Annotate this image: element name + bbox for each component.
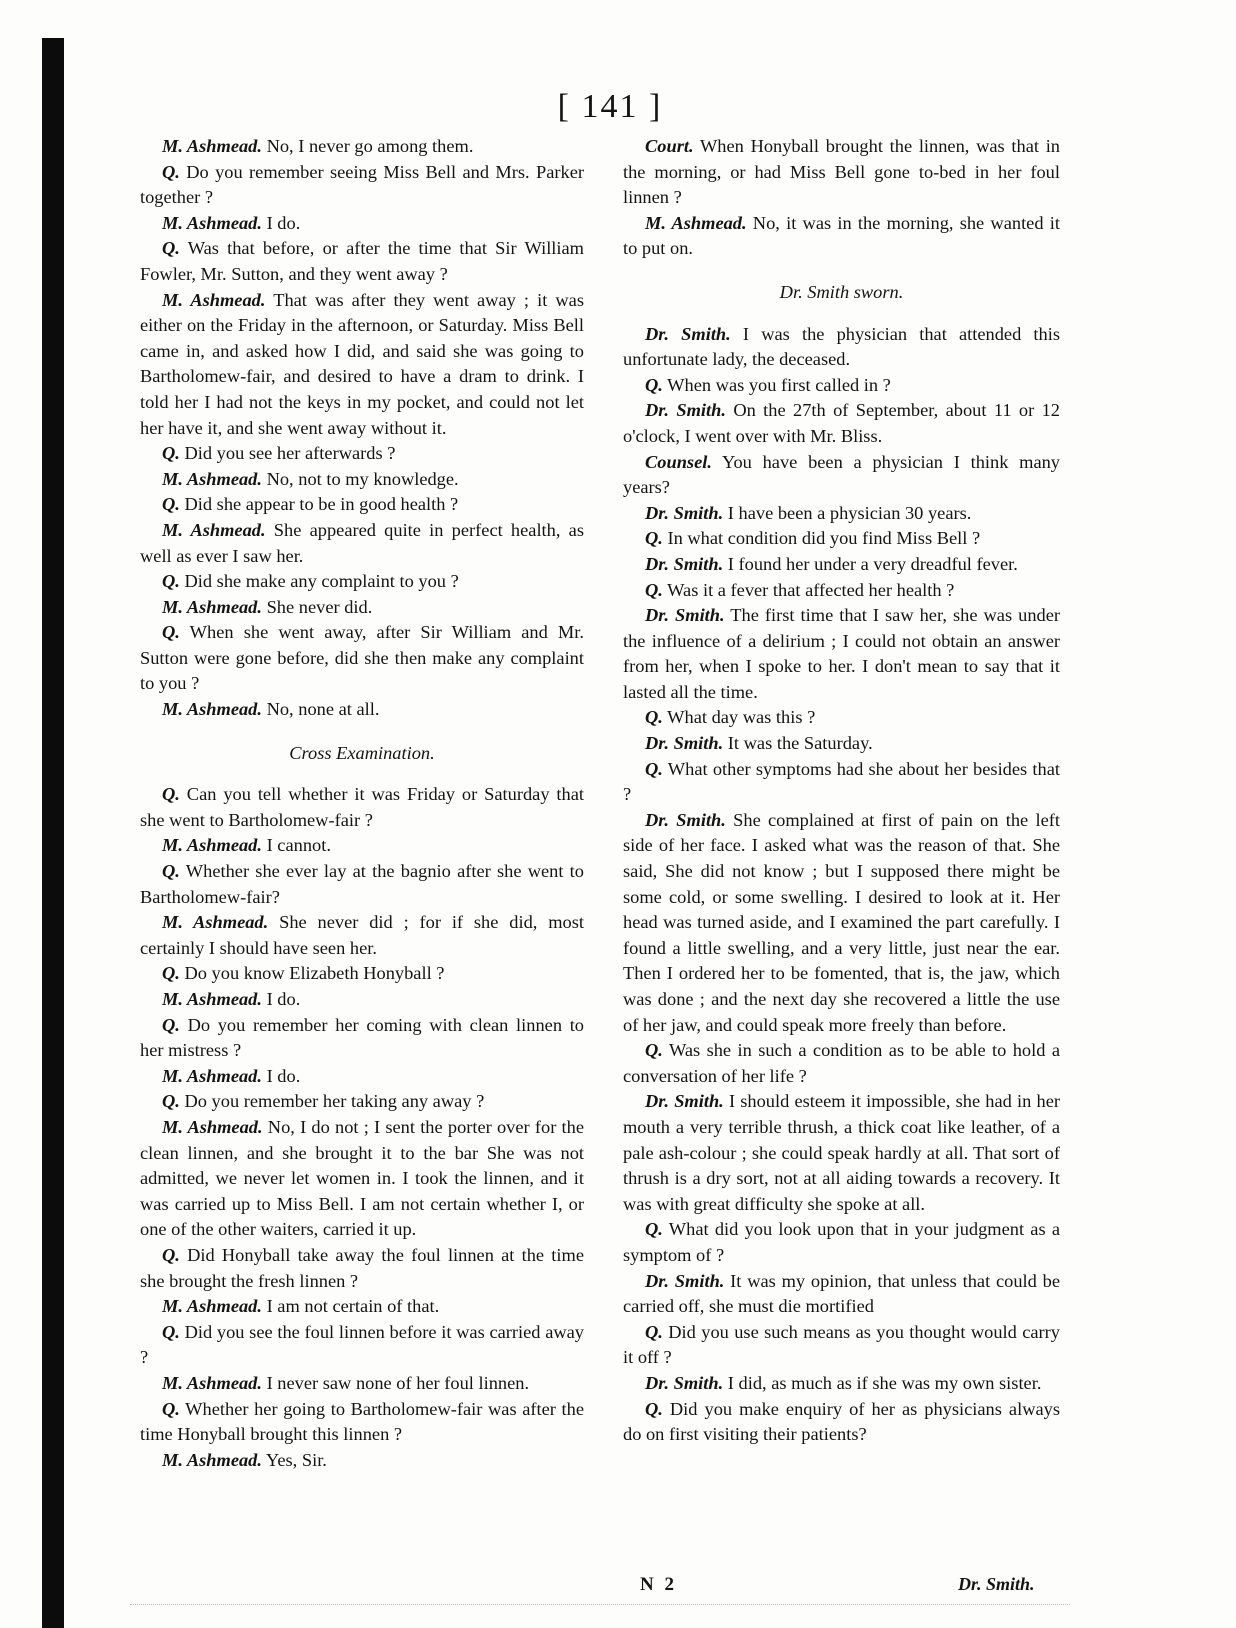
testimony-text: When she went away, after Sir William and Mr. Sutton were gone before, did she then make any complaint to you ? xyxy=(140,622,584,694)
testimony-text: I am not certain of that. xyxy=(261,1296,440,1317)
testimony-text: Whether her going to Bartholomew-fair was after the time Honyball brought this linnen ? xyxy=(140,1398,584,1445)
testimony-text: I do. xyxy=(261,989,301,1009)
testimony-text: I do. xyxy=(261,212,301,233)
testimony-text: Can you tell whether it was Friday or Saturday that she went to Bartholomew-fair ? xyxy=(140,784,584,830)
testimony-text: I do. xyxy=(261,1065,301,1086)
testimony-text: She complained at first of pain on the left side of her face. I asked what was the reason of that. She said, She did not know ; but I supposed there might be some cold, or some swelling. I desired to look at it. Her head was turned aside, and I examined the part carefully. I found a little swelling, and a very little, just near the ear. Then I ordered her to be fomented, that is, the jaw, which was done ; and the next day she recovered a little the use of her jaw, and could speak more freely than before. xyxy=(623,809,1060,1035)
speaker-label: Q. xyxy=(162,494,180,515)
testimony-paragraph xyxy=(623,1371,1060,1397)
speaker-label: Dr. Smith. xyxy=(645,553,724,574)
testimony-paragraph xyxy=(140,1013,584,1064)
page-bottom-edge xyxy=(130,1604,1070,1607)
speaker-label: M. Ashmead. xyxy=(162,1065,262,1086)
speaker-label: Dr. Smith. xyxy=(645,733,724,754)
testimony-paragraph xyxy=(140,859,584,910)
testimony-paragraph xyxy=(623,757,1060,808)
testimony-paragraph xyxy=(140,595,584,621)
testimony-text: Was it a fever that affected her health ? xyxy=(662,579,955,600)
testimony-text: Yes, Sir. xyxy=(261,1449,327,1470)
testimony-text: Do you know Elizabeth Honyball ? xyxy=(179,963,445,984)
speaker-label: M. Ashmead. xyxy=(162,912,269,933)
testimony-text: She never did ; for if she did, most certainly I should have seen her. xyxy=(140,912,584,958)
testimony-paragraph xyxy=(623,808,1060,1038)
testimony-text: What day was this ? xyxy=(662,707,816,728)
testimony-text: What other symptoms had she about her besides that ? xyxy=(623,758,1060,805)
testimony-paragraph xyxy=(623,450,1060,501)
book-binding-edge xyxy=(42,38,64,1628)
speaker-label: Dr. Smith. xyxy=(645,1091,724,1112)
testimony-paragraph xyxy=(140,1397,584,1448)
testimony-paragraph xyxy=(140,518,584,569)
testimony-paragraph xyxy=(140,620,584,697)
testimony-text: It was the Saturday. xyxy=(723,733,873,754)
speaker-label: Dr. Smith. xyxy=(645,1372,724,1393)
testimony-paragraph xyxy=(140,1089,584,1115)
speaker-label: Q. xyxy=(645,1219,663,1240)
testimony-paragraph xyxy=(140,1448,584,1474)
testimony-text: No, none at all. xyxy=(261,699,380,720)
speaker-label: Q. xyxy=(162,622,180,643)
testimony-text: I have been a physician 30 years. xyxy=(723,502,972,523)
speaker-label: Q. xyxy=(162,1091,180,1112)
testimony-text: Do you remember her taking any away ? xyxy=(179,1091,485,1112)
testimony-text: Did you see her afterwards ? xyxy=(179,443,396,464)
testimony-text: In what condition did you find Miss Bell ? xyxy=(662,528,981,549)
speaker-label: Dr. Smith. xyxy=(645,323,731,344)
testimony-paragraph xyxy=(623,1320,1060,1371)
speaker-label: Q. xyxy=(645,1321,663,1342)
testimony-paragraph xyxy=(140,288,584,442)
speaker-label: Q. xyxy=(162,784,180,805)
speaker-label: Dr. Smith. xyxy=(645,1270,725,1291)
speaker-label: M. Ashmead. xyxy=(162,1449,262,1470)
testimony-paragraph xyxy=(623,322,1060,373)
speaker-label: M. Ashmead. xyxy=(162,468,262,489)
testimony-text: I did, as much as if she was my own sister. xyxy=(723,1372,1042,1393)
testimony-text: I never saw none of her foul linnen. xyxy=(261,1372,530,1393)
testimony-paragraph xyxy=(140,134,584,160)
speaker-label: Q. xyxy=(162,861,180,882)
testimony-paragraph xyxy=(623,705,1060,731)
speaker-label: Q. xyxy=(645,579,663,600)
testimony-text: When was you first called in ? xyxy=(662,374,891,395)
testimony-text: That was after they went away ; it was either on the Friday in the afternoon, or Saturday. Miss Bell came in, and asked how I did, and said she was going to Bartholomew-fair, and desired to have a dram to drink. I told her I had not the keys in my pocket, and could not let her have it, and she went away without it. xyxy=(140,289,584,438)
testimony-paragraph xyxy=(623,1397,1060,1448)
speaker-label: Q. xyxy=(645,1398,663,1419)
testimony-paragraph xyxy=(623,398,1060,449)
testimony-text: Did Honyball take away the foul linnen at the time she brought the fresh linnen ? xyxy=(140,1244,584,1291)
speaker-label: M. Ashmead. xyxy=(162,289,266,310)
left-column xyxy=(140,134,584,1473)
speaker-label: M. Ashmead. xyxy=(162,519,266,540)
testimony-text: No, not to my knowledge. xyxy=(261,468,459,489)
testimony-paragraph xyxy=(623,1269,1060,1320)
testimony-paragraph xyxy=(140,160,584,211)
speaker-label: Q. xyxy=(645,758,663,779)
testimony-paragraph xyxy=(140,467,584,493)
testimony-text: No, it was in the morning, she wanted it to put on. xyxy=(623,212,1060,259)
testimony-paragraph xyxy=(623,552,1060,578)
speaker-label: Q. xyxy=(645,528,663,549)
speaker-label: M. Ashmead. xyxy=(645,212,747,233)
testimony-text: You have been a physician I think many years? xyxy=(623,451,1060,498)
testimony-text: Did you use such means as you thought would carry it off ? xyxy=(623,1321,1060,1368)
speaker-label: Q. xyxy=(162,161,180,182)
speaker-label: Counsel. xyxy=(645,451,712,472)
testimony-paragraph xyxy=(140,236,584,287)
speaker-label: Q. xyxy=(162,571,180,592)
catchword: Dr. Smith. xyxy=(958,1574,1035,1594)
testimony-text: I was the physician that attended this unfortunate lady, the deceased. xyxy=(623,323,1060,370)
speaker-label: Dr. Smith. xyxy=(645,502,724,523)
testimony-paragraph xyxy=(140,492,584,518)
testimony-paragraph xyxy=(623,501,1060,527)
testimony-text: On the 27th of September, about 11 or 12 o'clock, I went over with Mr. Bliss. xyxy=(623,400,1060,446)
testimony-paragraph xyxy=(140,569,584,595)
testimony-paragraph xyxy=(140,987,584,1013)
signature-mark: N 2 xyxy=(640,1574,677,1595)
speaker-label: Q. xyxy=(162,238,180,259)
testimony-text: Did she make any complaint to you ? xyxy=(179,571,459,592)
speaker-label: Q. xyxy=(645,374,663,395)
testimony-text: No, I do not ; I sent the porter over for the clean linnen, and she brought it to the bar She was not admitted, we never let women in. I took the linnen, and it was carried up to Miss Bell. I am not certain whether I, or one of the other waiters, carried it up. xyxy=(140,1116,584,1240)
testimony-text: Did you make enquiry of her as physicians always do on first visiting their patients? xyxy=(623,1398,1060,1445)
page-number: [ 141 ] xyxy=(557,88,663,125)
testimony-paragraph xyxy=(140,1115,584,1243)
testimony-paragraph xyxy=(140,1064,584,1090)
section-heading: Cross Examination. xyxy=(289,742,435,763)
testimony-paragraph xyxy=(140,910,584,961)
speaker-label: Dr. Smith. xyxy=(645,400,726,421)
testimony-text: Do you remember her coming with clean linnen to her mistress ? xyxy=(140,1014,584,1061)
testimony-text: Do you remember seeing Miss Bell and Mrs. Parker together ? xyxy=(140,161,584,208)
testimony-paragraph xyxy=(140,1371,584,1397)
testimony-paragraph xyxy=(140,1320,584,1371)
speaker-label: M. Ashmead. xyxy=(162,136,262,156)
testimony-text: No, I never go among them. xyxy=(261,136,474,156)
speaker-label: M. Ashmead. xyxy=(162,212,262,233)
testimony-text: When Honyball brought the linnen, was that in the morning, or had Miss Bell gone to-bed in her foul linnen ? xyxy=(623,136,1060,208)
speaker-label: Dr. Smith. xyxy=(645,809,726,830)
speaker-label: Q. xyxy=(162,1244,180,1265)
testimony-paragraph xyxy=(623,134,1060,211)
testimony-paragraph xyxy=(623,1089,1060,1217)
speaker-label: Q. xyxy=(645,1040,663,1061)
testimony-text: Was that before, or after the time that Sir William Fowler, Mr. Sutton, and they went away ? xyxy=(140,238,584,284)
testimony-paragraph xyxy=(623,1217,1060,1268)
speaker-label: M. Ashmead. xyxy=(162,1372,262,1393)
speaker-label: M. Ashmead. xyxy=(162,835,262,856)
speaker-label: Dr. Smith. xyxy=(645,605,725,626)
testimony-paragraph xyxy=(623,526,1060,552)
speaker-label: M. Ashmead. xyxy=(162,1116,263,1137)
speaker-label: M. Ashmead. xyxy=(162,989,262,1009)
speaker-label: Q. xyxy=(162,1321,180,1342)
testimony-text: I cannot. xyxy=(261,835,331,856)
testimony-paragraph xyxy=(140,782,584,833)
testimony-paragraph xyxy=(140,1243,584,1294)
testimony-text: She appeared quite in perfect health, as well as ever I saw her. xyxy=(140,519,584,566)
testimony-text: I found her under a very dreadful fever. xyxy=(723,553,1018,574)
right-column xyxy=(623,134,1060,1448)
speaker-label: M. Ashmead. xyxy=(162,596,262,617)
testimony-paragraph xyxy=(140,211,584,237)
testimony-paragraph xyxy=(140,833,584,859)
testimony-text: Did you see the foul linnen before it was carried away ? xyxy=(140,1321,584,1368)
speaker-label: Q. xyxy=(162,1014,180,1035)
testimony-paragraph xyxy=(623,1038,1060,1089)
testimony-paragraph xyxy=(623,603,1060,705)
testimony-text: Was she in such a condition as to be able to hold a conversation of her life ? xyxy=(623,1040,1060,1086)
testimony-text: What did you look upon that in your judgment as a symptom of ? xyxy=(623,1219,1060,1265)
speaker-label: Court. xyxy=(645,136,694,156)
testimony-text: It was my opinion, that unless that could be carried off, she must die mortified xyxy=(623,1270,1060,1317)
section-heading: Dr. Smith sworn. xyxy=(779,281,904,302)
testimony-paragraph xyxy=(140,1294,584,1320)
testimony-paragraph xyxy=(140,961,584,987)
testimony-text: She never did. xyxy=(261,596,373,617)
testimony-paragraph xyxy=(623,731,1060,757)
speaker-label: M. Ashmead. xyxy=(162,699,262,720)
speaker-label: Q. xyxy=(645,707,663,728)
testimony-text: Did she appear to be in good health ? xyxy=(179,494,459,515)
testimony-text: Whether she ever lay at the bagnio after she went to Bartholomew-fair? xyxy=(140,861,584,907)
testimony-paragraph xyxy=(623,578,1060,604)
testimony-text: I should esteem it impossible, she had in her mouth a very terrible thrush, a thick coat like leather, of a pale ash-colour ; she could speak hardly at all. That sort of thrush is a dry sort, not at all aiding towards a recovery. It was with great difficulty she spoke at all. xyxy=(623,1091,1060,1214)
speaker-label: M. Ashmead. xyxy=(162,1296,262,1317)
speaker-label: Q. xyxy=(162,963,180,984)
testimony-paragraph xyxy=(140,441,584,467)
speaker-label: Q. xyxy=(162,443,180,464)
testimony-text: The first time that I saw her, she was under the influence of a delirium ; I could not obtain an answer from her, when I spoke to her. I don't mean to say that it lasted all the time. xyxy=(623,605,1060,702)
testimony-paragraph xyxy=(623,211,1060,262)
speaker-label: Q. xyxy=(162,1398,180,1419)
testimony-paragraph xyxy=(140,697,584,723)
testimony-paragraph xyxy=(623,373,1060,399)
